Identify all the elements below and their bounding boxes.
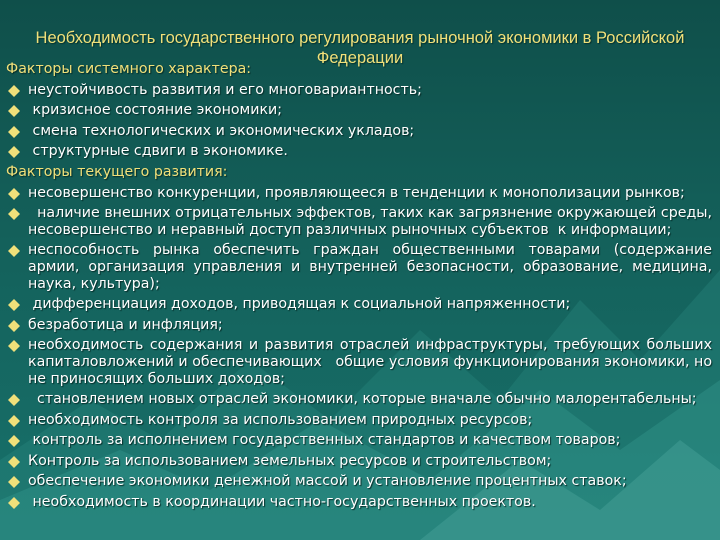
bullet-item [6,82,712,99]
diamond-icon [8,245,20,257]
bullet-item [6,337,717,387]
bullet-text: кризисное состояние экономики; [28,102,283,119]
bullet-item [6,296,712,313]
bullet-text: структурные сдвиги в экономике. [28,143,288,160]
bullet-text: наличие внешних отрицательных эффектов, таких как загрязнение окружающей среды, несовершенство и неравный доступ различных рыночных субъектов к информации; [28,205,717,238]
bullet-text: Контроль за использованием земельных ресурсов и строительством; [28,452,552,469]
bullet-item [6,143,712,160]
diamond-icon [8,188,20,200]
diamond-icon [8,85,20,97]
bullet-item [6,432,712,449]
bullet-item [6,205,717,238]
diamond-icon [8,105,20,117]
bullet-item [6,102,712,119]
bullet-item [6,494,712,511]
diamond-icon [8,340,20,352]
bullet-item [6,317,712,334]
bullet-text: необходимость контроля за использованием природных ресурсов; [28,411,533,428]
bullet-text: смена технологических и экономических укладов; [28,122,415,139]
bullet-text: безработица и инфляция; [28,316,223,333]
diamond-icon [8,476,20,488]
bullet-text: дифференциация доходов, приводящая к социальной напряженности; [28,296,571,313]
bullet-item [6,473,712,490]
diamond-icon [8,126,20,138]
diamond-icon [8,299,20,311]
bullet-text: контроль за исполнением государственных стандартов и качеством товаров; [28,432,621,449]
bullet-item [6,391,712,408]
slide-content [6,61,717,515]
section-heading: Факторы текущего развития: [6,163,228,180]
diamond-icon [8,394,20,406]
bullet-item [6,453,712,470]
bullet-text: обеспечение экономики денежной массой и установление процентных ставок; [28,473,627,490]
bullet-item [6,412,712,429]
bullet-item [6,242,717,292]
bullet-text: несовершенство конкуренции, проявляющееся в тенденции к монополизации рынков; [28,184,685,201]
diamond-icon [8,415,20,427]
diamond-icon [8,435,20,447]
diamond-icon [8,456,20,468]
slide-title: Необходимость государственного регулирования рыночной экономики в Российской Федерации [35,29,685,67]
section-heading: Факторы системного характера: [6,61,252,77]
bullet-text: необходимость в координации частно-государственных проектов. [28,494,536,511]
diamond-icon [8,146,20,158]
bullet-text: необходимость содержания и развития отраслей инфраструктуры, требующих больших капиталовложений и обеспечивающих общие условия функционирования экономики, но не приносящих больших доходов; [28,337,717,387]
bullet-text: неустойчивость развития и его многовариантность; [28,81,422,98]
bullet-text: становлением новых отраслей экономики, которые вначале обычно малорентабельны; [28,391,697,408]
diamond-icon [8,320,20,332]
bullet-item [6,123,712,140]
diamond-icon [8,497,20,509]
bullet-text: неспособность рынка обеспечить граждан общественными товарами (содержание армии, организация управления и внутренней безопасности, образование, медицина, наука, культура); [28,242,717,292]
bullet-item [6,185,712,202]
diamond-icon [8,208,20,220]
